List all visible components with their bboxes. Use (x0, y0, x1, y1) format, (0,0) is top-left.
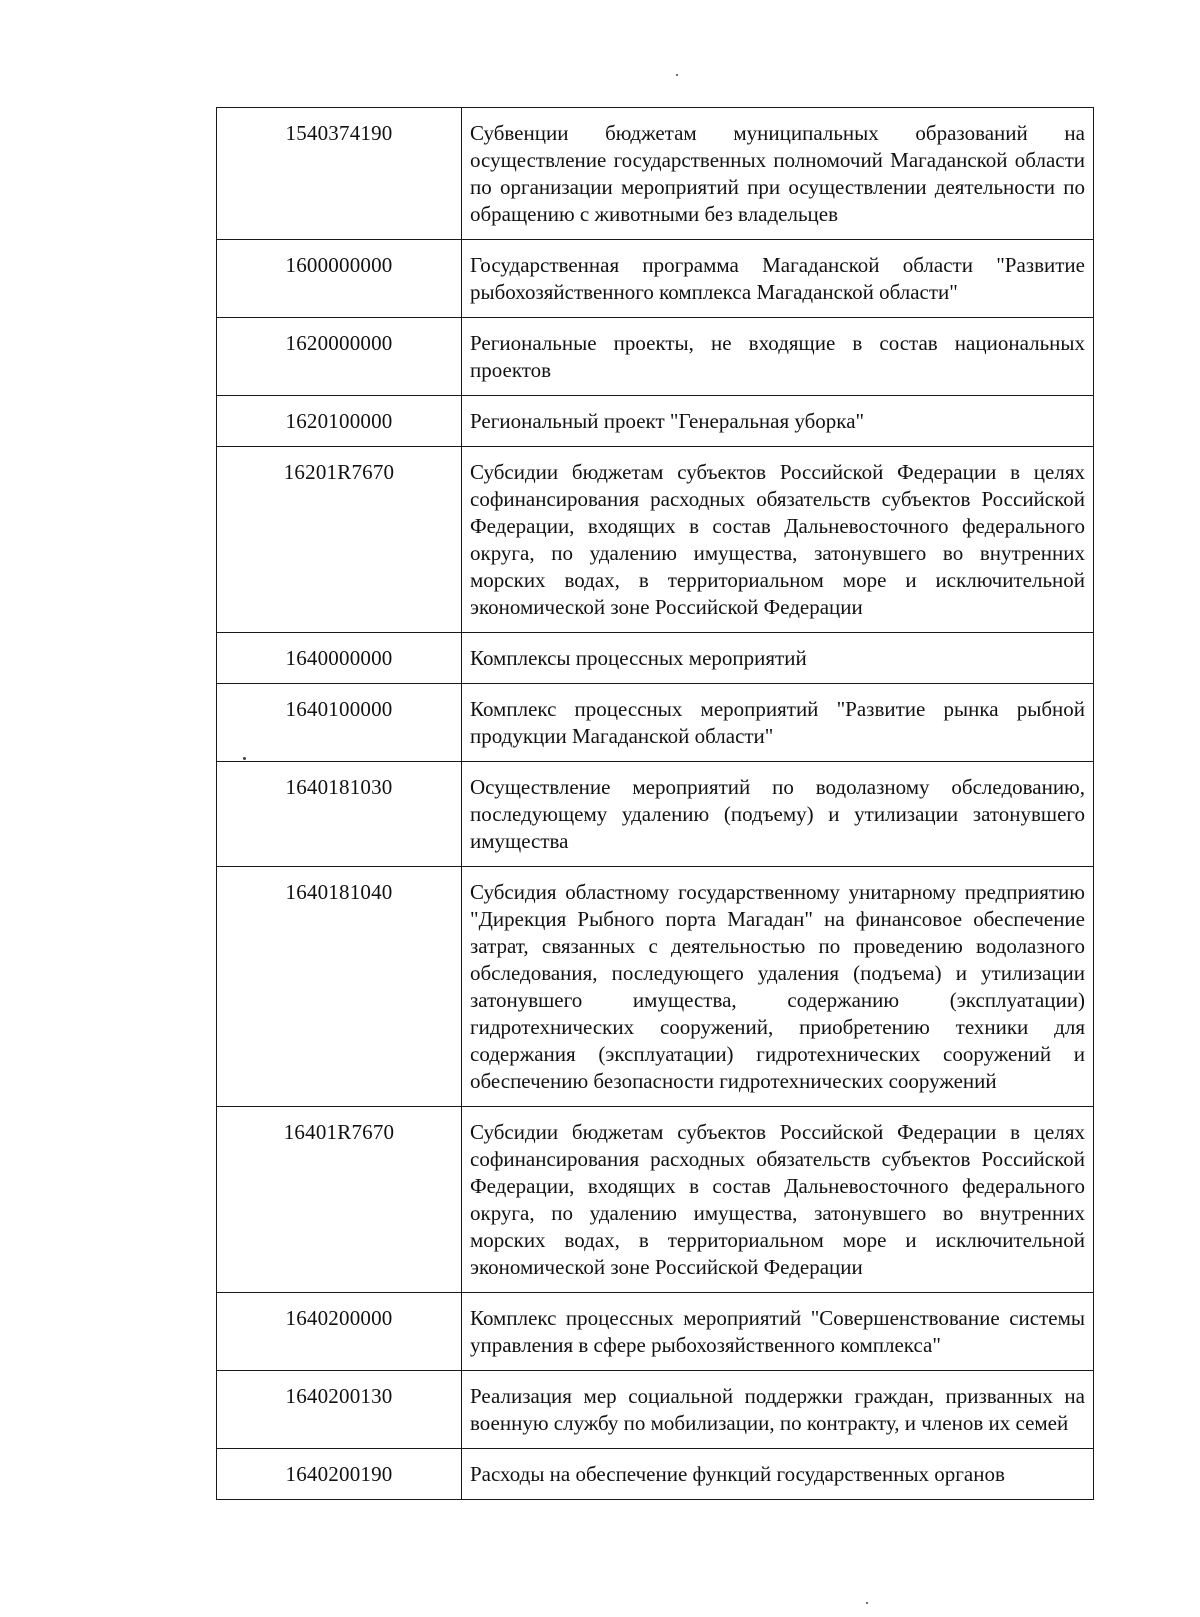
table-row (217, 762, 1094, 867)
name-cell: Расходы на обеспечение функций государственных органов (462, 1449, 1094, 1500)
table-row (217, 108, 1094, 240)
table-row (217, 684, 1094, 762)
table-row (217, 867, 1094, 1107)
table-row (217, 447, 1094, 633)
name-cell: Реализация мер социальной поддержки граждан, призванных на военную службу по мобилизации, по контракту, и членов их семей (462, 1371, 1094, 1449)
table-row (217, 1293, 1094, 1371)
code-cell: 1620000000 (217, 318, 462, 396)
table-row (217, 633, 1094, 684)
name-cell: Комплекс процессных мероприятий "Развитие рынка рыбной продукции Магаданской области" (462, 684, 1094, 762)
code-cell: 1620100000 (217, 396, 462, 447)
name-cell: Осуществление мероприятий по водолазному обследованию, последующему удалению (подъему) и утилизации затонувшего имущества (462, 762, 1094, 867)
code-cell: 1640200130 (217, 1371, 462, 1449)
table-row (217, 1371, 1094, 1449)
code-cell: 1640000000 (217, 633, 462, 684)
name-cell: Государственная программа Магаданской области "Развитие рыбохозяйственного комплекса Магаданской области" (462, 240, 1094, 318)
name-cell: Региональные проекты, не входящие в состав национальных проектов (462, 318, 1094, 396)
scan-speck (676, 74, 678, 76)
code-cell: 16401R7670 (217, 1107, 462, 1293)
code-cell: 1640200000 (217, 1293, 462, 1371)
name-cell: Субсидия областному государственному унитарному предприятию "Дирекция Рыбного порта Магадан" на финансовое обеспечение затрат, связанных с деятельностью по проведению водолазного обследования, последующего удаления (подъема) и утилизации затонувшего имущества, содержанию (эксплуатации) гидротехнических сооружений, приобретению техники для содержания (эксплуатации) гидротехнических сооружений и обеспечению безопасности гидротехнических сооружений (462, 867, 1094, 1107)
code-cell: 1540374190 (217, 108, 462, 240)
code-cell: 1640181040 (217, 867, 462, 1107)
name-cell: Субсидии бюджетам субъектов Российской Федерации в целях софинансирования расходных обязательств субъектов Российской Федерации, входящих в состав Дальневосточного федерального округа, по удалению имущества, затонувшего во внутренних морских водах, в территориальном море и исключительной экономической зоне Российской Федерации (462, 1107, 1094, 1293)
code-cell: 16201R7670 (217, 447, 462, 633)
code-cell: 1640200190 (217, 1449, 462, 1500)
table-row (217, 396, 1094, 447)
name-cell: Региональный проект "Генеральная уборка" (462, 396, 1094, 447)
budget-codes-table (216, 107, 1094, 1500)
name-cell: Субсидии бюджетам субъектов Российской Федерации в целях софинансирования расходных обязательств субъектов Российской Федерации, входящих в состав Дальневосточного федерального округа, по удалению имущества, затонувшего во внутренних морских водах, в территориальном море и исключительной экономической зоне Российской Федерации (462, 447, 1094, 633)
code-cell: 1640181030 (217, 762, 462, 867)
name-cell: Субвенции бюджетам муниципальных образований на осуществление государственных полномочий Магаданской области по организации мероприятий при осуществлении деятельности по обращению с животными без владельцев (462, 108, 1094, 240)
table-row (217, 1107, 1094, 1293)
table-row (217, 240, 1094, 318)
scan-speck (866, 1602, 868, 1604)
name-cell: Комплексы процессных мероприятий (462, 633, 1094, 684)
name-cell: Комплекс процессных мероприятий "Совершенствование системы управления в сфере рыбохозяйственного комплекса" (462, 1293, 1094, 1371)
table-row (217, 1449, 1094, 1500)
table-row (217, 318, 1094, 396)
code-cell: 1600000000 (217, 240, 462, 318)
code-cell: 1640100000 (217, 684, 462, 762)
